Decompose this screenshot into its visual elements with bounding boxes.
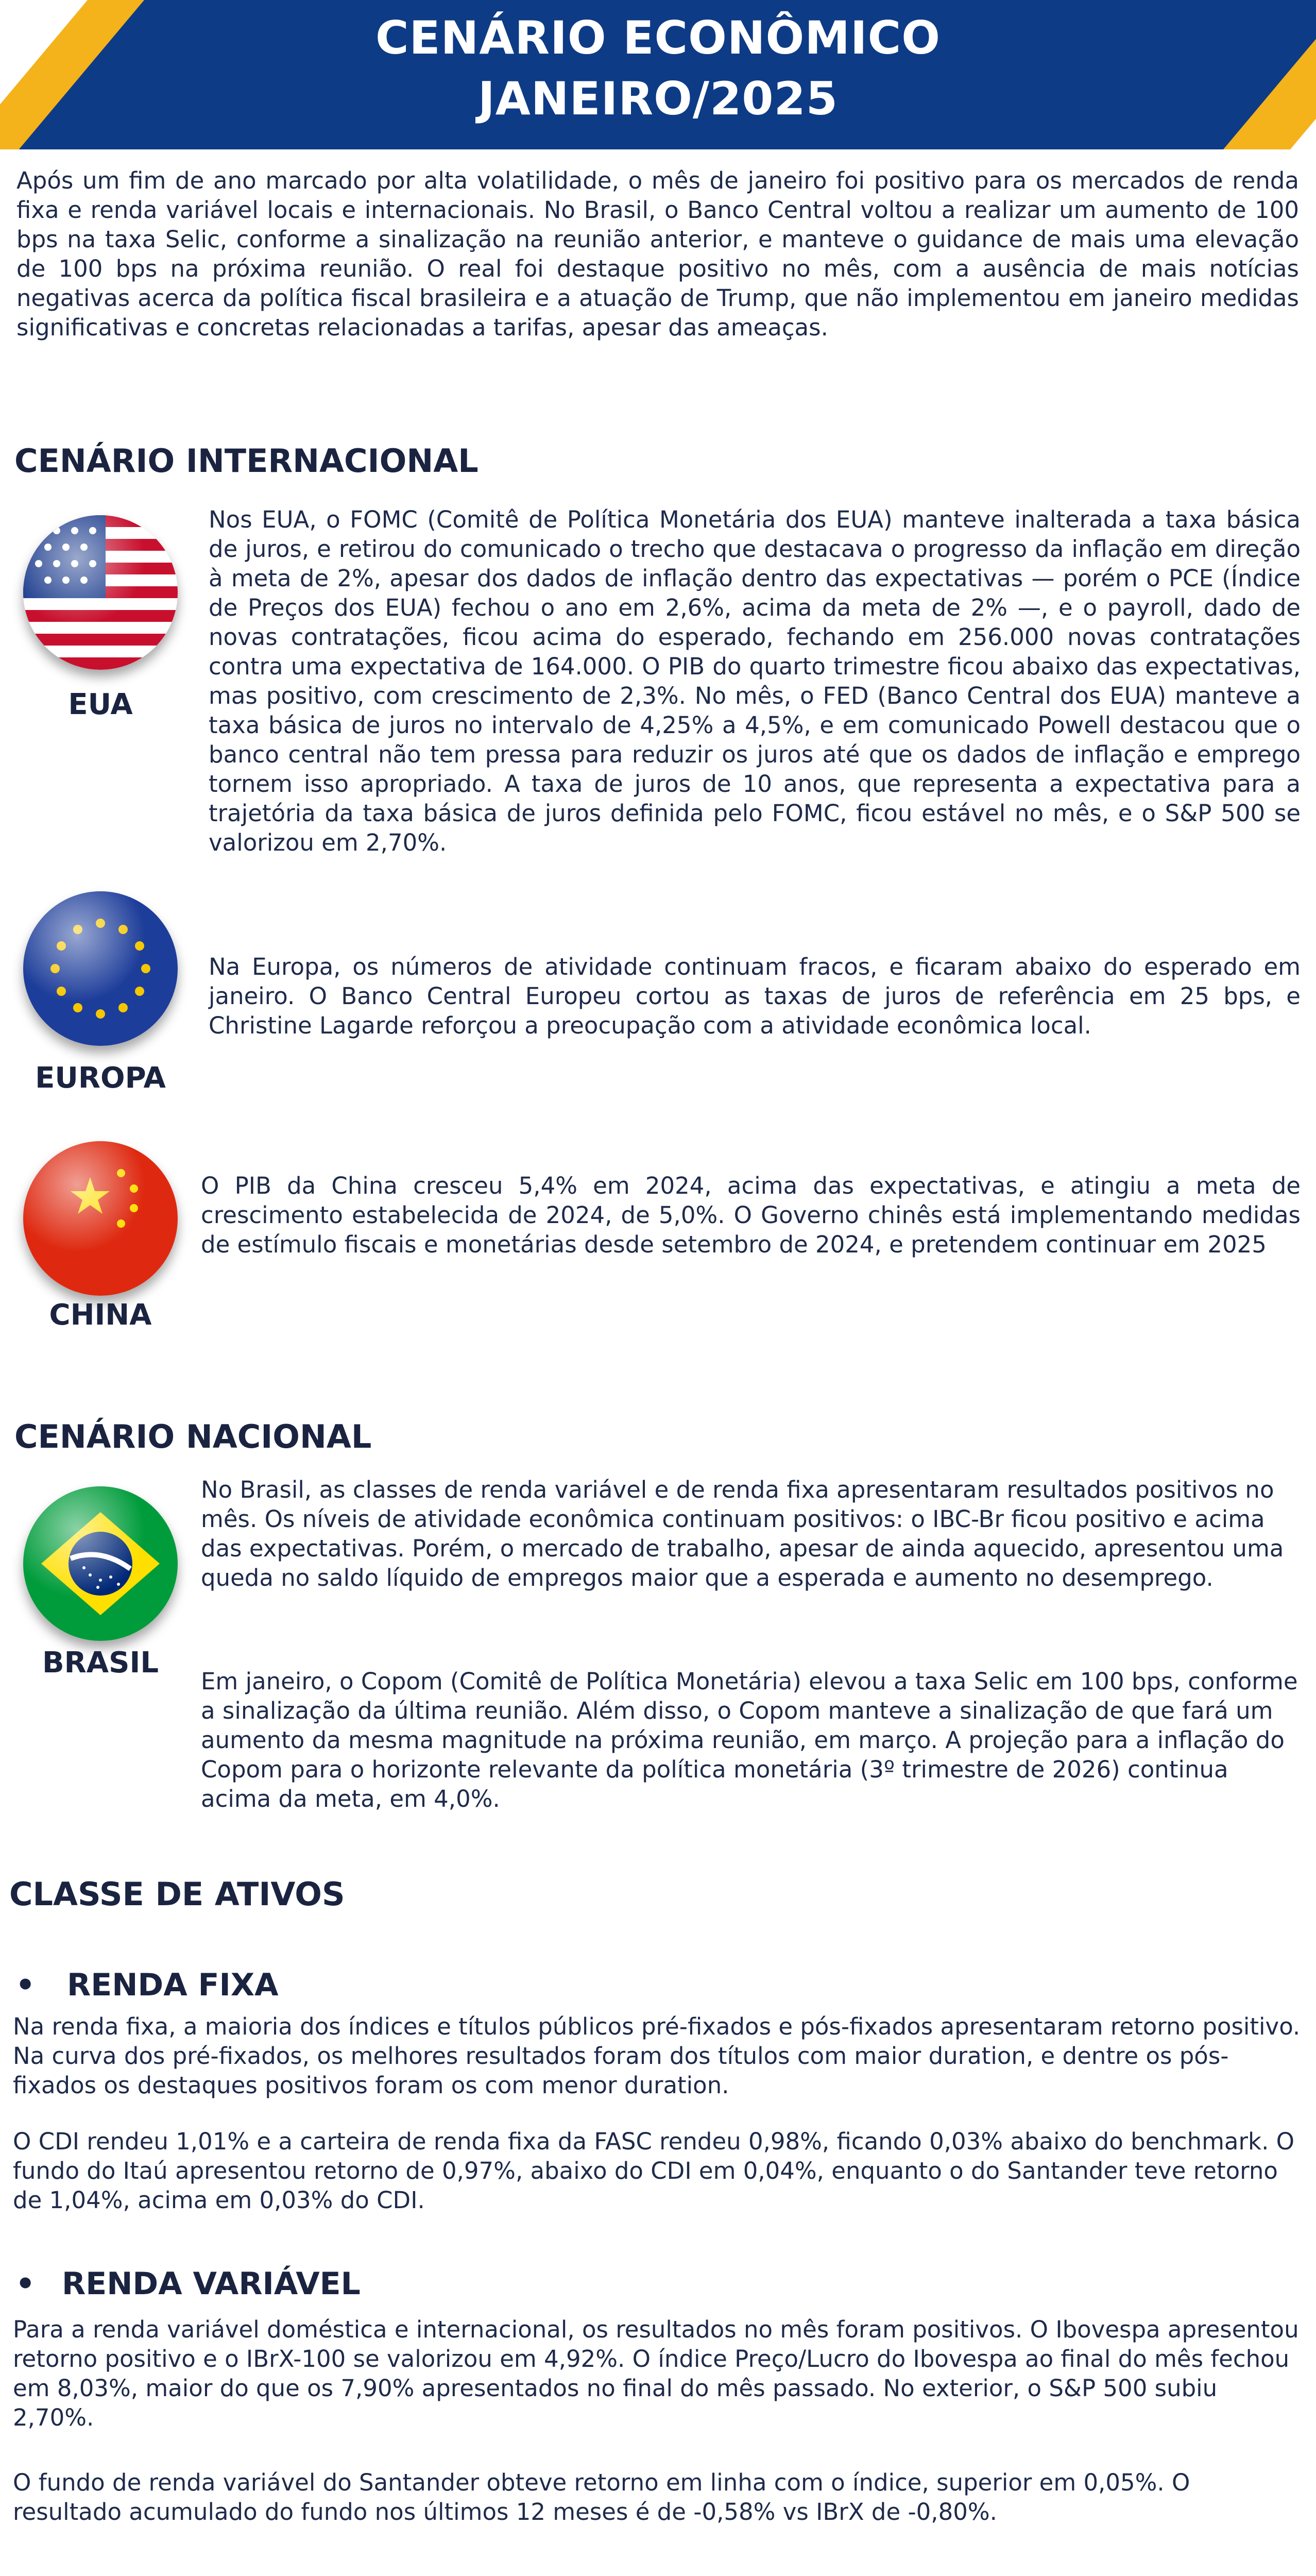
- china-paragraph: O PIB da China cresceu 5,4% em 2024, acima das expectativas, e atingiu a meta de crescimento estabelecida de 2024, de 5,0%. O Governo chinês está implementando medidas de estímulo fiscais e monetárias desde setembro de 2024, e pretendem continuar em 2025: [201, 1172, 1301, 1258]
- china-flag-icon: [23, 1141, 178, 1296]
- section-heading-ativos: CLASSE DE ATIVOS: [9, 1875, 345, 1913]
- country-label-eua: EUA: [68, 688, 133, 721]
- subsection-renda-fixa: [15, 1967, 279, 2003]
- page-title-line2: JANEIRO/2025: [478, 72, 838, 125]
- country-label-europa: EUROPA: [35, 1061, 166, 1095]
- page-title-line1: CENÁRIO ECONÔMICO: [375, 11, 941, 64]
- europa-paragraph: Na Europa, os números de atividade continuam fracos, e ficaram abaixo do esperado em janeiro. O Banco Central Europeu cortou as taxas de juros de referência em 25 bps, e Christine Lagarde reforçou a preocupação com a atividade econômica local.: [209, 953, 1301, 1039]
- eu-flag-icon: [23, 891, 178, 1046]
- renda-fixa-paragraph-2: O CDI rendeu 1,01% e a carteira de renda fixa da FASC rendeu 0,98%, ficando 0,03% abaixo do benchmark. O fundo do Itaú apresentou retorno de 0,97%, abaixo do CDI em 0,04%, enquanto o do Santander teve retorno de 1,04%, acima em 0,03% do CDI.: [13, 2128, 1295, 2214]
- subsection-title: RENDA FIXA: [67, 1967, 279, 2003]
- bullet: •: [15, 2266, 36, 2302]
- brasil-paragraph-2: Em janeiro, o Copom (Comitê de Política Monetária) elevou a taxa Selic em 100 bps, conforme a sinalização da última reunião. Além disso, o Copom manteve a sinalização de que fará um aumento da mesma magnitude na próxima reunião, em março. A projeção para a inflação do Copom para o horizonte relevante da política monetária (3º trimestre de 2026) continua acima da meta, em 4,0%.: [201, 1668, 1298, 1812]
- brasil-paragraph-1: No Brasil, as classes de renda variável e de renda fixa apresentaram resultados positivos no mês. Os níveis de atividade econômica continuam positivos: o IBC-Br ficou positivo e acima das expectativas. Porém, o mercado de trabalho, apesar de ainda aquecido, apresentou uma queda no saldo líquido de empregos maior que a esperada e aumento no desemprego.: [201, 1476, 1284, 1591]
- renda-variavel-paragraph-1: Para a renda variável doméstica e internacional, os resultados no mês foram positivos. O Ibovespa apresentou retorno positivo e o IBrX-100 se valorizou em 4,92%. O índice Preço/Lucro do Ibovespa ao final do mês fechou em 8,03%, maior do que os 7,90% apresentados no final do mês passado. No exterior, o S&P 500 subiu 2,70%.: [13, 2316, 1299, 2431]
- bullet: •: [15, 1967, 36, 2003]
- eua-paragraph: Nos EUA, o FOMC (Comitê de Política Monetária dos EUA) manteve inalterada a taxa básica de juros, e retirou do comunicado o trecho que destacava o progresso da inflação em direção à meta de 2%, apesar dos dados de inflação dentro das expectativas — porém o PCE (Índice de Preços dos EUA) fechou o ano em 2,6%, acima da meta de 2% —, e o payroll, dado de novas contratações, ficou acima do esperado, fechando em 256.000 novas contratações contra uma expectativa de 164.000. O PIB do quarto trimestre ficou abaixo das expectativas, mas positivo, com crescimento de 2,3%. No mês, o FED (Banco Central dos EUA) manteve a taxa básica de juros no intervalo de 4,25% a 4,5%, e em comunicado Powell destacou que o banco central não tem pressa para reduzir os juros até que os dados de inflação e emprego tornem isso apropriado. A taxa de juros de 10 anos, que representa a expectativa para a trajetória da taxa básica de juros definida pelo FOMC, ficou estável no mês, e o S&P 500 se valorizou em 2,70%.: [209, 506, 1301, 856]
- subsection-title: RENDA VARIÁVEL: [62, 2266, 361, 2302]
- page-header: [0, 0, 1316, 149]
- renda-fixa-paragraph-1: Na renda fixa, a maioria dos índices e títulos públicos pré-fixados e pós-fixados apresentaram retorno positivo. Na curva dos pré-fixados, os melhores resultados foram dos títulos com maior duration, e dentre os pós-fixados os destaques positivos foram os com menor duration.: [13, 2013, 1301, 2099]
- section-heading-nacional: CENÁRIO NACIONAL: [14, 1418, 372, 1455]
- subsection-renda-variavel: [15, 2266, 361, 2302]
- brazil-flag-icon: [23, 1486, 178, 1641]
- usa-flag-icon: [23, 515, 178, 670]
- renda-variavel-paragraph-2: O fundo de renda variável do Santander obteve retorno em linha com o índice, superior em 0,05%. O resultado acumulado do fundo nos últimos 12 meses é de -0,58% vs IBrX de -0,80%.: [13, 2469, 1190, 2526]
- country-label-china: CHINA: [49, 1298, 152, 1332]
- intro-paragraph: Após um fim de ano marcado por alta volatilidade, o mês de janeiro foi positivo para os mercados de renda fixa e renda variável locais e internacionais. No Brasil, o Banco Central voltou a realizar um aumento de 100 bps na taxa Selic, conforme a sinalização na reunião anterior, e manteve o guidance de mais uma elevação de 100 bps na próxima reunião. O real foi destaque positivo no mês, com a ausência de mais notícias negativas acerca da política fiscal brasileira e a atuação de Trump, que não implementou em janeiro medidas significativas e concretas relacionadas a tarifas, apesar das ameaças.: [16, 167, 1299, 341]
- country-label-brasil: BRASIL: [42, 1646, 159, 1680]
- section-heading-internacional: CENÁRIO INTERNACIONAL: [14, 442, 478, 480]
